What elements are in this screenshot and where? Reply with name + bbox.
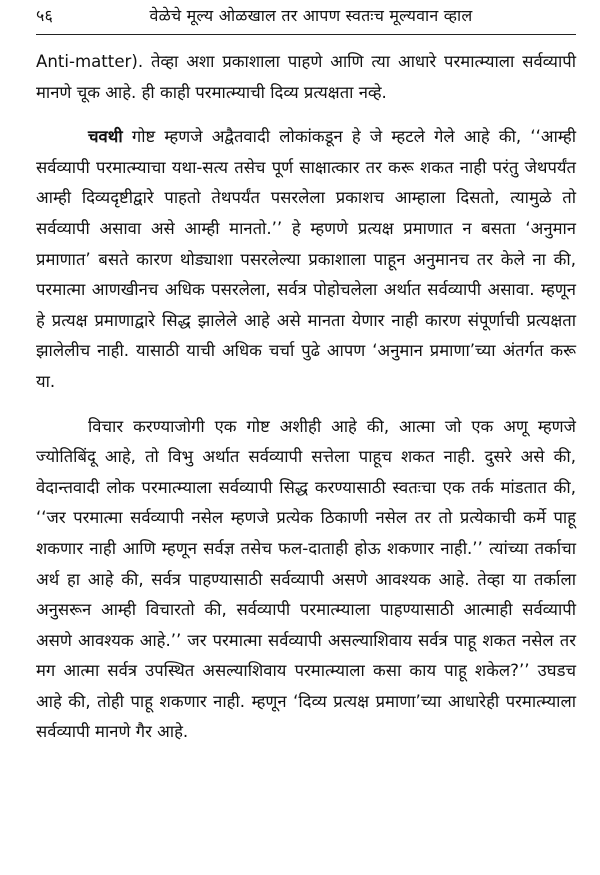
paragraph-1-text: Anti-matter). तेव्हा अशा प्रकाशाला पाहणे आणि त्या आधारे परमात्म्याला सर्वव्यापी मानणे चूक आहे. ही काही परमात्म्याची दिव्य प्रत्यक्षता नव्हे. — [36, 52, 576, 102]
page-number: ५६ — [36, 6, 54, 25]
paragraph-2-bold-lead: चवथी — [88, 127, 123, 147]
paragraph-2 — [36, 122, 576, 397]
running-title: वेळेचे मूल्य ओळखाल तर आपण स्वतःच मूल्यवान व्हाल — [149, 6, 473, 25]
paragraph-3-text: विचार करण्याजोगी एक गोष्ट अशीही आहे की, आत्मा जो एक अणू म्हणजे ज्योतिबिंदू आहे, तो विभु अर्थात सर्वव्यापी सत्तेला पाहूच शकत नाही. दुसरे असे की, वेदान्तवादी लोक परमात्म्याला सर्वव्यापी सिद्ध करण्यासाठी स्वतःचा एक तर्क मांडतात की, ‘‘जर परमात्मा सर्वव्यापी नसेल म्हणजे प्रत्येक ठिकाणी नसेल तर तो प्रत्येकाची कर्मे पाहू शकणार नाही आणि म्हणून सर्वज्ञ तसेच फल-दाताही होऊ शकणार नाही.’’ त्यांच्या तर्काचा अर्थ हा आहे की, सर्वत्र पाहण्यासाठी सर्वव्यापी असणे आवश्यक आहे. तेव्हा या तर्काला अनुसरून आम्ही विचारतो की, सर्वव्यापी परमात्म्याला पाहण्यासाठी आत्माही सर्वव्यापी असणे आवश्यक आहे.’’ जर परमात्मा सर्वव्यापी असल्याशिवाय सर्वत्र पाहू शकत नसेल तर मग आत्मा सर्वत्र उपस्थित असल्याशिवाय परमात्म्याला कसा काय पाहू शकेल?’’ उघडच आहे की, तोही पाहू शकणार नाही. म्हणून ‘दिव्य प्रत्यक्ष प्रमाणा’च्या आधारेही परमात्म्याला सर्वव्यापी मानणे गैर आहे. — [36, 416, 576, 742]
body-text — [36, 47, 576, 748]
page-header — [36, 4, 576, 35]
paragraph-3 — [36, 412, 576, 749]
paragraph-1 — [36, 47, 576, 108]
paragraph-2-text: गोष्ट म्हणजे अद्वैतवादी लोकांकडून हे जे म्हटले गेले आहे की, ‘‘आम्ही सर्वव्यापी परमात्म्याचा यथा-सत्य तसेच पूर्ण साक्षात्कार तर करू शकत नाही परंतु जेथपर्यंत आम्ही दिव्यदृष्टीद्वारे पाहतो तेथपर्यंत पसरलेला प्रकाशच आम्हाला दिसतो, त्यामुळे तो सर्वव्यापी असावा असे आम्ही मानतो.’’ हे म्हणणे प्रत्यक्ष प्रमाणात न बसता ‘अनुमान प्रमाणात’ बसते कारण थोड्याशा पसरलेल्या प्रकाशाला पाहून अनुमानच तर केले ना की, परमात्मा आणखीनच अधिक पसरलेला, सर्वत्र पोहोचलेला अर्थात सर्वव्यापी असावा. म्हणून हे प्रत्यक्ष प्रमाणाद्वारे सिद्ध झालेले आहे असे मानता येणार नाही कारण संपूर्णाची प्रत्यक्षता झालेलीच नाही. यासाठी याची अधिक चर्चा पुढे आपण ‘अनुमान प्रमाणा’च्या अंतर्गत करू या. — [36, 127, 576, 391]
